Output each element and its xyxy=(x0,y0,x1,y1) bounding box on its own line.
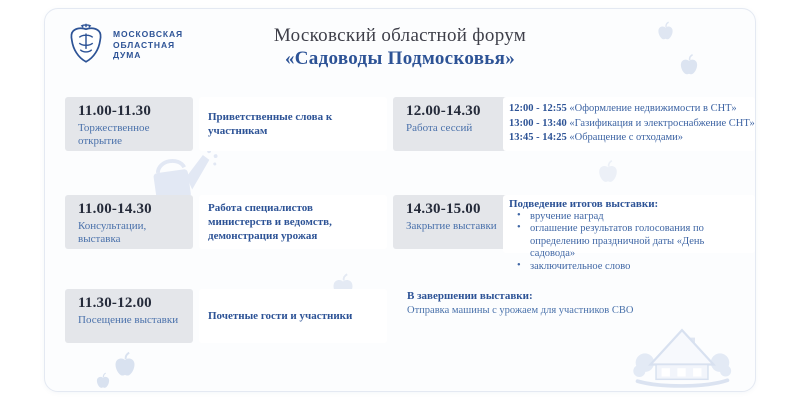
apple-watermark xyxy=(94,372,112,392)
session-item xyxy=(509,131,751,146)
timeslot-label: Консультации, выставка xyxy=(78,220,147,245)
apple-watermark xyxy=(595,159,621,188)
outcome-item: • оглашение результатов голосования по определению праздничной даты «День садовода» xyxy=(509,223,751,260)
timeslot-time: 14.30-15.00 xyxy=(406,201,481,217)
timeslot-label: Закрытие выставки xyxy=(406,220,497,232)
timeslot-time: 12.00-14.30 xyxy=(406,103,481,119)
timeslot-time: 11.00-14.30 xyxy=(78,201,152,217)
session-time: 13:00 - 13:40 xyxy=(509,117,567,129)
session-item xyxy=(509,102,751,117)
final-note-heading: В завершении выставки: xyxy=(407,290,533,302)
forum-title: Московский областной форум xyxy=(273,25,527,46)
timeslot-closing xyxy=(393,195,521,249)
outcome-item: • заключительное слово xyxy=(509,261,751,273)
duma-logo-line: ОБЛАСТНАЯ xyxy=(113,39,176,50)
timeslot-label: Торжественное открытие xyxy=(78,122,150,147)
timeslot-label: Работа сессий xyxy=(406,122,473,134)
session-title: «Оформление недвижимости в СНТ» xyxy=(569,103,737,115)
duma-logo-line: МОСКОВСКАЯ xyxy=(113,29,184,40)
page-title xyxy=(45,25,755,70)
duma-logo-line: ДУМА xyxy=(113,50,142,61)
opening-description: Приветственные слова к участникам xyxy=(208,111,333,137)
timeslot-opening xyxy=(65,97,193,151)
timeslot-exhibition-visit xyxy=(65,289,193,343)
session-time: 12:00 - 12:55 xyxy=(509,103,567,115)
forum-subtitle: «Садоводы Подмосковья» xyxy=(284,48,516,69)
house-watermark xyxy=(631,327,733,389)
final-note-text: Отправка машины с урожаем для участников СВО xyxy=(407,305,634,316)
outcomes-list xyxy=(509,211,751,273)
program-card xyxy=(44,8,756,392)
outcome-item: • вручение наград xyxy=(509,211,751,223)
exhibition-visit-description-box xyxy=(199,289,387,343)
exhibition-visit-description: Почетные гости и участники xyxy=(208,310,353,322)
timeslot-time: 11.30-12.00 xyxy=(78,295,152,311)
session-title: «Обращение с отходами» xyxy=(569,132,684,144)
timeslot-label: Посещение выставки xyxy=(78,314,179,326)
final-note xyxy=(407,290,737,316)
session-time: 13:45 - 14:25 xyxy=(509,132,567,144)
apple-watermark xyxy=(111,351,139,382)
session-title: «Газификация и электроснабжение СНТ» xyxy=(569,117,755,129)
opening-description-box xyxy=(199,97,387,151)
session-item xyxy=(509,117,755,132)
timeslot-consultations xyxy=(65,195,193,249)
closing-outcomes-box xyxy=(503,195,755,272)
timeslot-sessions xyxy=(393,97,521,151)
outcomes-heading: Подведение итогов выставки: xyxy=(509,198,659,210)
consultations-description-box xyxy=(199,195,387,249)
timeslot-time: 11.00-11.30 xyxy=(78,103,152,119)
sessions-list xyxy=(503,97,755,151)
consultations-description: Работа специалистов министерств и ведомств, демонстрация урожая xyxy=(208,202,332,242)
